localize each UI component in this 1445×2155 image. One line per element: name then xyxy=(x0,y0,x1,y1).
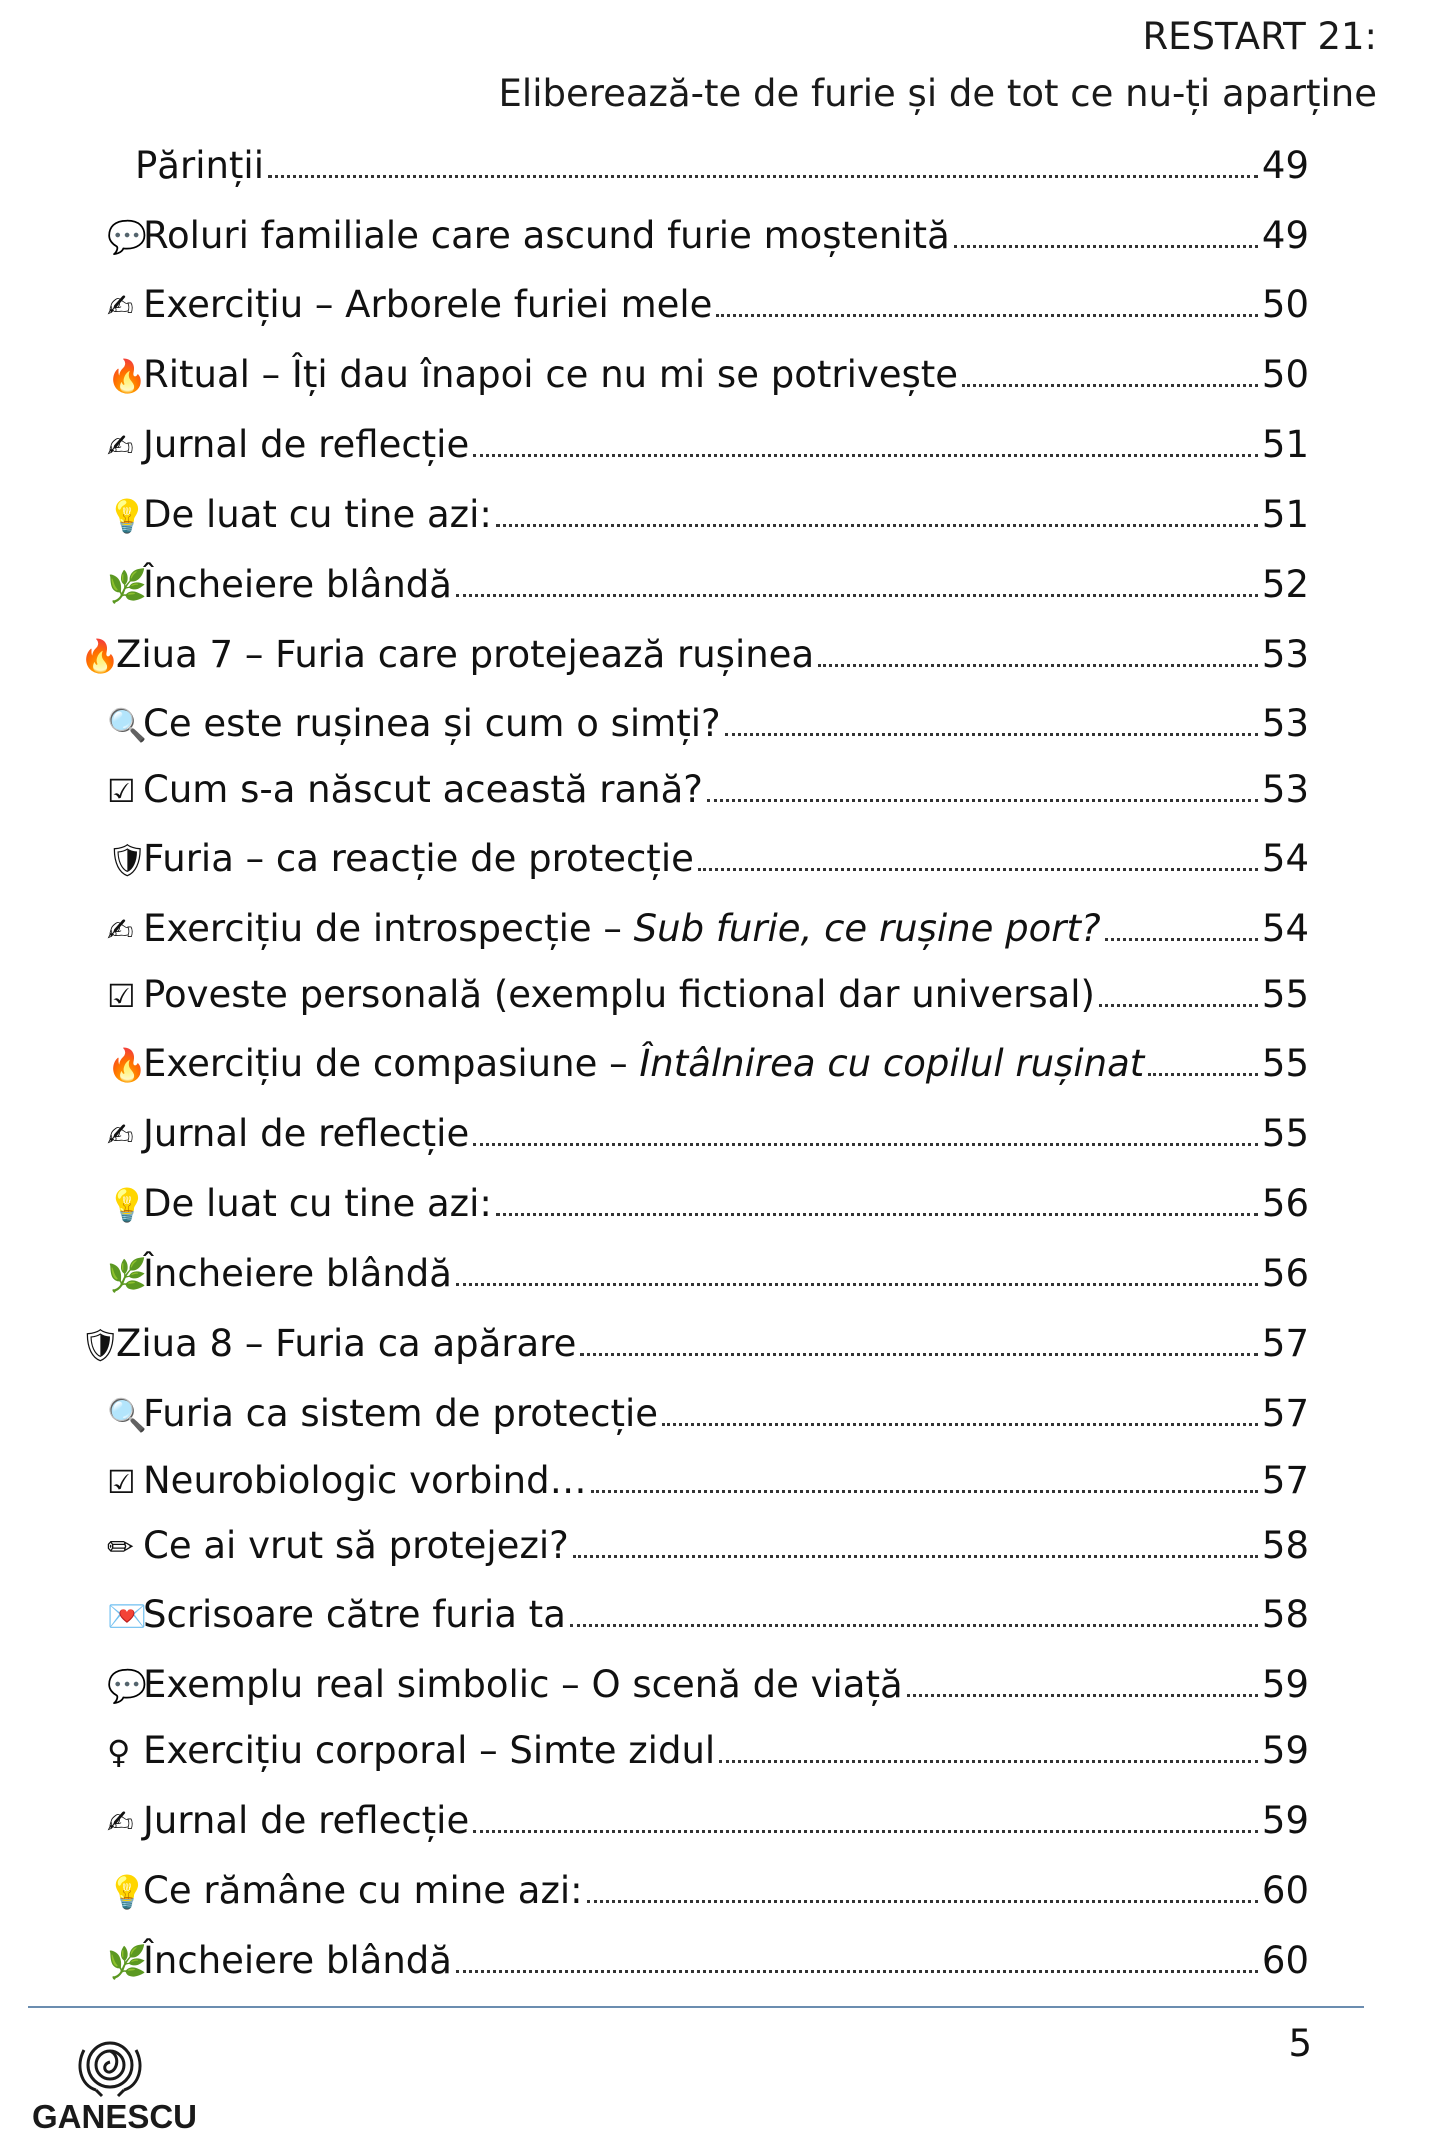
toc-entry[interactable] xyxy=(107,904,1309,955)
toc-entry-title xyxy=(143,490,492,540)
toc-entry-title-text: Furia ca sistem de protecție xyxy=(143,1392,659,1435)
lightbulb-icon: 💡 xyxy=(107,1186,147,1224)
toc-entry-title xyxy=(135,141,264,191)
toc-entry-title-italic: Sub furie, ce rușine port? xyxy=(633,907,1101,950)
pencil-icon: ✏ xyxy=(107,1528,134,1566)
toc-entry-title-text: Scrisoare către furia ta xyxy=(143,1593,566,1636)
toc-entry-title-text: De luat cu tine azi: xyxy=(143,493,492,536)
dot-leader xyxy=(456,1283,1258,1286)
toc-entry-title xyxy=(143,1796,469,1846)
toc-entry-page: 58 xyxy=(1261,1593,1309,1636)
toc-entry-page: 53 xyxy=(1261,633,1309,676)
toc-entry-page: 55 xyxy=(1261,1112,1309,1155)
dot-leader xyxy=(580,1353,1258,1356)
toc-entry-title-text: Jurnal de reflecție xyxy=(143,423,470,466)
toc-entry[interactable] xyxy=(107,970,1309,1021)
lightbulb-icon: 💡 xyxy=(107,497,147,535)
lightbulb-icon: 💡 xyxy=(107,1873,147,1911)
herb-icon: 🌿 xyxy=(107,567,147,605)
dot-leader xyxy=(268,175,1258,178)
dot-leader xyxy=(962,384,1258,387)
toc-entry[interactable] xyxy=(80,1319,1309,1370)
toc-entry-page: 55 xyxy=(1261,973,1309,1016)
toc-entry-title-text: Exemplu real simbolic – O scenă de viață xyxy=(143,1663,903,1706)
toc-entry-title xyxy=(143,1936,452,1986)
toc-entry-title-text: Ce rămâne cu mine azi: xyxy=(143,1869,583,1912)
toc-entry[interactable] xyxy=(107,1796,1309,1847)
toc-entry-title xyxy=(143,699,721,749)
checkbox-icon: ☑ xyxy=(107,977,136,1015)
toc-entry-title-text: Încheiere blândă xyxy=(143,1939,452,1982)
toc-entry-page: 57 xyxy=(1261,1322,1309,1365)
writing-hand-icon: ✍ xyxy=(107,427,134,465)
dot-leader xyxy=(456,594,1258,597)
dot-leader xyxy=(473,1830,1258,1833)
toc-entry-title xyxy=(143,1109,469,1159)
toc-entry-title xyxy=(143,834,694,884)
page-number: 5 xyxy=(1288,2022,1312,2065)
toc-entry-title-text: Ziua 8 – Furia ca apărare xyxy=(116,1322,577,1365)
dot-leader xyxy=(473,1143,1258,1146)
toc-entry-page: 57 xyxy=(1261,1392,1309,1435)
fire-icon: 🔥 xyxy=(107,357,147,395)
toc-entry-page: 59 xyxy=(1261,1663,1309,1706)
toc-entry[interactable] xyxy=(107,1039,1309,1090)
toc-entry-page: 53 xyxy=(1261,702,1309,745)
toc-entry-title xyxy=(143,1456,587,1506)
toc-entry-title-text: Ce ai vrut să protejezi? xyxy=(143,1524,569,1567)
toc-entry-title xyxy=(116,1319,576,1369)
dot-leader xyxy=(456,1970,1258,1973)
toc-entry-page: 51 xyxy=(1261,493,1309,536)
magnifier-icon: 🔍 xyxy=(107,706,147,744)
dot-leader xyxy=(698,868,1258,871)
toc-entry-page: 58 xyxy=(1261,1524,1309,1567)
toc-entry-page: 57 xyxy=(1261,1459,1309,1502)
herb-icon: 🌿 xyxy=(107,1256,147,1294)
logo-wordmark: GANESCU xyxy=(32,2098,198,2135)
toc-entry-page: 52 xyxy=(1261,563,1309,606)
toc-entry-title xyxy=(143,904,1101,954)
speech-bubble-icon: 💬 xyxy=(107,1667,147,1705)
toc-entry[interactable] xyxy=(135,141,1309,191)
toc-entry-title xyxy=(143,1726,715,1776)
toc-entry-page: 56 xyxy=(1261,1182,1309,1225)
dot-leader xyxy=(473,454,1258,457)
fire-icon: 🔥 xyxy=(80,637,120,675)
toc-entry-page: 56 xyxy=(1261,1252,1309,1295)
love-letter-icon: 💌 xyxy=(107,1597,147,1635)
dot-leader xyxy=(1148,1073,1258,1076)
toc-entry-title-text: Exercițiu de compasiune – xyxy=(143,1042,640,1085)
dot-leader xyxy=(496,524,1258,527)
dot-leader xyxy=(1099,1004,1258,1007)
toc-entry-title xyxy=(143,1660,903,1710)
shield-icon: 🛡 xyxy=(80,1326,121,1364)
writing-hand-icon: ✍ xyxy=(107,287,134,325)
toc-entry[interactable] xyxy=(107,420,1309,471)
toc-entry-title-italic: Întâlnirea cu copilul rușinat xyxy=(639,1042,1145,1085)
dot-leader xyxy=(719,1760,1258,1763)
dot-leader xyxy=(496,1213,1258,1216)
dot-leader xyxy=(818,664,1258,667)
dot-leader xyxy=(1105,938,1258,941)
toc-entry[interactable] xyxy=(107,1456,1309,1507)
toc-entry[interactable] xyxy=(107,699,1309,750)
shield-icon: 🛡 xyxy=(107,841,148,879)
header-series-title: RESTART 21: xyxy=(1142,15,1377,58)
dot-leader xyxy=(573,1555,1258,1558)
fire-icon: 🔥 xyxy=(107,1046,147,1084)
toc-entry[interactable] xyxy=(107,765,1309,816)
checkbox-icon: ☑ xyxy=(107,772,136,810)
dot-leader xyxy=(725,733,1258,736)
toc-entry-title-text: Jurnal de reflecție xyxy=(143,1112,470,1155)
toc-entry[interactable] xyxy=(107,490,1309,541)
toc-entry-title-text: Ziua 7 – Furia care protejează rușinea xyxy=(116,633,815,676)
toc-entry-page: 59 xyxy=(1261,1729,1309,1772)
toc-entry-title xyxy=(143,1249,452,1299)
toc-entry[interactable] xyxy=(107,280,1309,331)
toc-entry-page: 50 xyxy=(1261,353,1309,396)
toc-entry[interactable] xyxy=(80,630,1309,681)
toc-entry-title-text: Furia – ca reacție de protecție xyxy=(143,837,694,880)
toc-entry[interactable] xyxy=(107,1590,1309,1641)
toc-entry-title xyxy=(143,211,950,261)
toc-entry-title xyxy=(143,420,469,470)
toc-entry-page: 59 xyxy=(1261,1799,1309,1842)
dot-leader xyxy=(716,314,1257,317)
toc-entry-page: 60 xyxy=(1261,1939,1309,1982)
herb-icon: 🌿 xyxy=(107,1943,147,1981)
dot-leader xyxy=(587,1900,1258,1903)
dot-leader xyxy=(591,1490,1258,1493)
writing-hand-icon: ✍ xyxy=(107,911,134,949)
toc-entry-title xyxy=(143,1389,658,1439)
dot-leader xyxy=(954,245,1258,248)
toc-entry[interactable] xyxy=(107,1389,1309,1440)
toc-entry-page: 49 xyxy=(1261,144,1309,187)
dot-leader xyxy=(662,1423,1258,1426)
toc-entry-title-text: Încheiere blândă xyxy=(143,563,452,606)
writing-hand-icon: ✍ xyxy=(107,1803,134,1841)
toc-entry[interactable] xyxy=(107,211,1309,262)
toc-entry[interactable] xyxy=(107,1109,1309,1160)
toc-entry-title xyxy=(143,1590,566,1640)
toc-entry-title xyxy=(116,630,814,680)
toc-entry-title-text: Ce este rușinea și cum o simți? xyxy=(143,702,721,745)
toc-entry-title-text: Jurnal de reflecție xyxy=(143,1799,470,1842)
running-header xyxy=(499,8,1377,122)
dot-leader xyxy=(707,799,1258,802)
toc-entry-title-text: Ritual – Îți dau înapoi ce nu mi se potrivește xyxy=(143,353,959,396)
toc-entry-page: 49 xyxy=(1261,214,1309,257)
toc-entry-title-text: Neurobiologic vorbind… xyxy=(143,1459,587,1502)
toc-entry-title-text: Încheiere blândă xyxy=(143,1252,452,1295)
writing-hand-icon: ✍ xyxy=(107,1116,134,1154)
female-sign-icon: ♀ xyxy=(107,1733,131,1771)
toc-entry-page: 60 xyxy=(1261,1869,1309,1912)
toc-entry[interactable] xyxy=(107,1866,1309,1917)
toc-entry-title-text: Roluri familiale care ascund furie moștenită xyxy=(143,214,950,257)
footer-divider xyxy=(28,2006,1364,2008)
toc-entry-title-text: Exercițiu – Arborele furiei mele xyxy=(143,283,713,326)
toc-entry-page: 55 xyxy=(1261,1042,1309,1085)
toc-entry[interactable] xyxy=(107,834,1309,885)
toc-entry-title-text: Poveste personală (exemplu fictional dar universal) xyxy=(143,973,1095,1016)
toc-entry-title xyxy=(143,1039,1144,1089)
toc-entry-title-text: De luat cu tine azi: xyxy=(143,1182,492,1225)
toc-entry[interactable] xyxy=(107,560,1309,611)
toc-entry[interactable] xyxy=(107,1726,1309,1777)
toc-entry-page: 54 xyxy=(1261,907,1309,950)
toc-entry[interactable] xyxy=(107,1179,1309,1230)
toc-entry-title-text: Cum s-a născut această rană? xyxy=(143,768,703,811)
toc-entry-title xyxy=(143,350,958,400)
toc-entry-title xyxy=(143,560,452,610)
toc-entry-page: 50 xyxy=(1261,283,1309,326)
dot-leader xyxy=(570,1624,1258,1627)
speech-bubble-icon: 💬 xyxy=(107,218,147,256)
toc-entry-title xyxy=(143,1866,583,1916)
toc-entry[interactable] xyxy=(107,1521,1309,1572)
checkbox-icon: ☑ xyxy=(107,1463,136,1501)
toc-entry-title xyxy=(143,1179,492,1229)
toc-entry-title xyxy=(143,1521,569,1571)
toc-entry[interactable] xyxy=(107,1249,1309,1300)
toc-entry[interactable] xyxy=(107,1660,1309,1711)
toc-entry-title xyxy=(143,280,712,330)
toc-entry[interactable] xyxy=(107,350,1309,401)
header-book-title: Eliberează-te de furie și de tot ce nu-ți aparține xyxy=(498,72,1377,115)
toc-entry[interactable] xyxy=(107,1936,1309,1987)
toc-entry-page: 51 xyxy=(1261,423,1309,466)
toc-entry-title-text: Exercițiu de introspecție – xyxy=(143,907,634,950)
toc-entry-page: 53 xyxy=(1261,768,1309,811)
magnifier-icon: 🔍 xyxy=(107,1396,147,1434)
toc-entry-title-text: Părinții xyxy=(135,144,264,187)
dot-leader xyxy=(907,1694,1258,1697)
toc-entry-page: 54 xyxy=(1261,837,1309,880)
toc-entry-title xyxy=(143,765,703,815)
toc-entry-title-text: Exercițiu corporal – Simte zidul xyxy=(143,1729,716,1772)
toc-entry-title xyxy=(143,970,1095,1020)
